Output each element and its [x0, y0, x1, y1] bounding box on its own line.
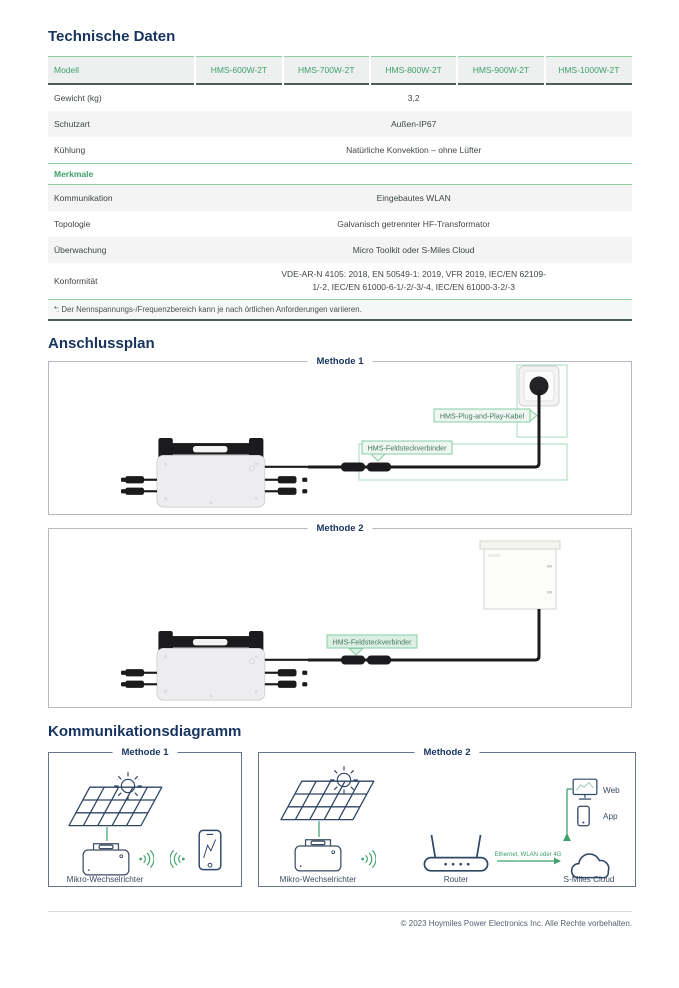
model-column: HMS-900W-2T — [457, 57, 544, 85]
wiring-method1-diagram — [49, 362, 631, 512]
field-connector-label: HMS-Feldsteckverbinder — [332, 637, 412, 646]
sun-icon — [331, 766, 358, 793]
row-label: Überwachung — [54, 245, 107, 255]
field-connector-callout — [327, 635, 417, 655]
model-header-row — [48, 57, 632, 85]
row-label: Kommunikation — [54, 193, 113, 203]
microinverter-icon — [83, 843, 129, 874]
table-row — [48, 237, 632, 263]
junction-box-icon — [480, 541, 560, 609]
model-column: HMS-700W-2T — [283, 57, 370, 85]
cloud-label: S-Miles Cloud — [563, 874, 615, 884]
model-header-label: Modell — [54, 65, 80, 75]
wiring-method1-panel — [48, 355, 632, 515]
footnote-text: *: Der Nennspannungs-/Frequenzbereich kann je nach örtlichen Anforderungen variieren. — [48, 299, 632, 320]
wiring-method2-panel — [48, 522, 632, 708]
router-icon — [424, 834, 487, 870]
row-value: Eingebautes WLAN — [376, 193, 451, 203]
model-column: HMS-800W-2T — [370, 57, 457, 85]
plug-and-play-cable-label: HMS-Plug-and-Play-Kabel — [439, 411, 525, 420]
row-value: Micro Toolkit oder S-Miles Cloud — [352, 245, 475, 255]
table-row — [48, 211, 632, 237]
row-label: Konformität — [54, 275, 98, 286]
microinverter-icon — [121, 631, 308, 700]
table-row — [48, 111, 632, 137]
wiring-method2-diagram — [49, 529, 631, 705]
comm-method1-diagram — [49, 753, 239, 884]
communication-diagrams — [48, 746, 632, 887]
row-value: 3,2 — [407, 93, 420, 103]
row-label: Gewicht (kg) — [54, 93, 102, 103]
field-connector-callout — [362, 441, 452, 461]
section-title-technical-data: Technische Daten — [48, 28, 176, 45]
wifi-waves-icon — [170, 850, 185, 867]
table-row — [48, 84, 632, 111]
wiring-method1-title: Methode 1 — [308, 355, 373, 368]
ethernet-link-label: Ethernet, WLAN oder 4G — [494, 851, 562, 858]
wiring-method2-title: Methode 2 — [308, 522, 373, 535]
field-connector-label: HMS-Feldsteckverbinder — [367, 443, 447, 452]
app-phone-icon — [578, 806, 589, 826]
solar-panel-icon — [69, 787, 162, 825]
row-label: Kühlung — [54, 145, 86, 155]
smartphone-icon — [199, 830, 221, 869]
table-row — [48, 185, 632, 212]
web-label: Web — [603, 785, 620, 795]
section-title-communication: Kommunikationsdiagramm — [48, 722, 242, 740]
section-header-label: Merkmale — [48, 164, 632, 185]
row-value: Außen-IP67 — [390, 119, 437, 129]
comm-method2-diagram — [259, 753, 633, 884]
microinverter-icon — [121, 438, 308, 507]
solar-panel-icon — [281, 781, 374, 819]
row-label: Schutzart — [54, 119, 90, 129]
ac-cable — [308, 390, 539, 467]
row-value: Galvanisch getrennter HF-Transformator — [337, 219, 491, 229]
wifi-waves-icon — [361, 850, 376, 867]
wifi-waves-icon — [139, 850, 154, 867]
comm-method2-title: Methode 2 — [415, 746, 480, 759]
plug-and-play-cable-callout — [434, 409, 537, 422]
comm-method1-panel — [48, 746, 242, 887]
table-row — [48, 263, 632, 299]
microinverter-label: Mikro-Wechselrichter — [66, 874, 144, 884]
microinverter-icon — [295, 839, 341, 870]
comm-method2-panel — [258, 746, 636, 887]
table-footnote-row — [48, 299, 632, 320]
table-section-header — [48, 164, 632, 185]
router-label: Router — [443, 874, 469, 884]
cloud-to-apps-arrow — [563, 789, 572, 841]
row-label: Topologie — [54, 219, 91, 229]
datasheet-page — [0, 28, 679, 928]
row-value: Natürliche Konvektion – ohne Lüfter — [346, 145, 482, 155]
row-value — [195, 263, 632, 299]
model-column: HMS-1000W-2T — [545, 57, 632, 85]
copyright-footer: © 2023 Hoymiles Power Electronics Inc. Alle Rechte vorbehalten. — [48, 911, 632, 928]
monitor-icon — [573, 779, 597, 799]
ethernet-link-arrow — [495, 852, 562, 864]
microinverter-label: Mikro-Wechselrichter — [279, 874, 357, 884]
section-title-wiring: Anschlussplan — [48, 334, 155, 352]
conformity-value: VDE-AR-N 4105: 2018, EN 50549-1: 2019, VFR 2019, IEC/EN 62109-1/-2, IEC/EN 61000-6-1/-2/-3/-4, IEC/EN 61000-3-2/-3 — [281, 269, 546, 292]
table-row — [48, 137, 632, 164]
model-column: HMS-600W-2T — [195, 57, 282, 85]
app-label: App — [603, 811, 618, 821]
spec-table — [48, 56, 632, 321]
comm-method1-title: Methode 1 — [113, 746, 178, 759]
